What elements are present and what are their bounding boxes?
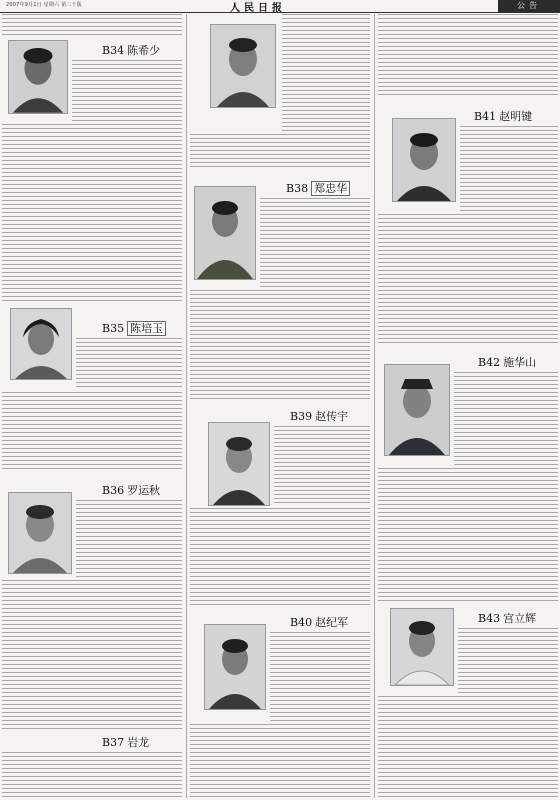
article-text bbox=[460, 126, 558, 212]
article-text bbox=[274, 426, 370, 506]
article-text bbox=[2, 14, 182, 36]
entry-label bbox=[102, 320, 166, 336]
article-text bbox=[2, 124, 182, 304]
person-icon bbox=[385, 365, 449, 455]
entry-code: B38 bbox=[286, 182, 309, 195]
article-text bbox=[458, 628, 558, 694]
entry-code: B42 bbox=[478, 356, 501, 369]
article-text bbox=[2, 580, 182, 730]
entry-b41 bbox=[378, 100, 558, 212]
entry-b40 bbox=[190, 612, 370, 722]
entry-label bbox=[286, 180, 350, 196]
page-header bbox=[0, 0, 560, 13]
article-text bbox=[190, 134, 370, 170]
entry-code: B35 bbox=[102, 322, 125, 335]
portrait-photo bbox=[10, 308, 72, 380]
person-icon bbox=[195, 187, 255, 279]
article-text bbox=[190, 724, 370, 798]
person-icon bbox=[11, 309, 71, 379]
article-text bbox=[72, 60, 182, 122]
person-icon bbox=[211, 25, 275, 107]
article-text bbox=[76, 500, 182, 578]
article-text bbox=[454, 372, 558, 466]
article-text bbox=[378, 14, 558, 98]
portrait-photo bbox=[8, 40, 68, 114]
entry-code: B39 bbox=[290, 410, 313, 423]
entry-code: B43 bbox=[478, 612, 501, 625]
entry-unlabeled bbox=[190, 14, 370, 132]
entry-label bbox=[290, 408, 348, 424]
article-text bbox=[190, 508, 370, 608]
entry-label bbox=[474, 108, 532, 124]
entry-b36 bbox=[2, 478, 182, 578]
header-date: 2007年9月1日 星期六 第二十版 bbox=[6, 2, 82, 8]
article-text bbox=[2, 752, 182, 798]
person-icon bbox=[391, 609, 453, 685]
column-rule bbox=[186, 14, 187, 798]
article-text bbox=[2, 392, 182, 472]
article-text bbox=[270, 632, 370, 722]
entry-b39 bbox=[190, 404, 370, 506]
article-text bbox=[378, 696, 558, 798]
portrait-photo bbox=[204, 624, 266, 710]
entry-b35 bbox=[2, 308, 182, 390]
entry-name: 郑忠华 bbox=[311, 181, 350, 196]
entry-name: 施华山 bbox=[503, 356, 537, 369]
column-right bbox=[378, 14, 558, 798]
entry-label bbox=[102, 734, 149, 750]
entry-b37 bbox=[2, 732, 182, 750]
entry-b38 bbox=[190, 174, 370, 288]
entry-code: B37 bbox=[102, 736, 125, 749]
entry-label bbox=[102, 42, 160, 58]
entry-code: B36 bbox=[102, 484, 125, 497]
entry-b34 bbox=[2, 38, 182, 122]
portrait-photo bbox=[8, 492, 72, 574]
article-text bbox=[378, 468, 558, 604]
entry-name: 赵明键 bbox=[499, 110, 533, 123]
article-text bbox=[76, 338, 182, 390]
masthead: 人民日报 bbox=[230, 3, 286, 14]
article-text bbox=[260, 198, 370, 288]
entry-label bbox=[290, 614, 348, 630]
entry-name: 赵传宇 bbox=[315, 410, 349, 423]
portrait-photo bbox=[384, 364, 450, 456]
entry-name: 岩龙 bbox=[127, 736, 150, 749]
portrait-photo bbox=[208, 422, 270, 506]
entry-label bbox=[478, 610, 536, 626]
entry-code: B41 bbox=[474, 110, 497, 123]
entry-code: B40 bbox=[290, 616, 313, 629]
entry-label bbox=[478, 354, 536, 370]
entry-name: 陈希少 bbox=[127, 44, 161, 57]
article-text bbox=[190, 290, 370, 402]
person-icon bbox=[9, 493, 71, 573]
entry-code: B34 bbox=[102, 44, 125, 57]
section-label: 公告 bbox=[498, 0, 560, 12]
entry-name: 罗运秋 bbox=[127, 484, 161, 497]
portrait-photo bbox=[210, 24, 276, 108]
portrait-photo bbox=[392, 118, 456, 202]
entry-name: 陈培玉 bbox=[127, 321, 166, 336]
column-middle bbox=[190, 14, 370, 798]
article-text bbox=[282, 14, 370, 132]
entry-label bbox=[102, 482, 160, 498]
entry-b43 bbox=[378, 606, 558, 694]
person-icon bbox=[9, 41, 67, 113]
person-icon bbox=[209, 423, 269, 505]
person-icon bbox=[205, 625, 265, 709]
column-rule bbox=[374, 14, 375, 798]
portrait-photo bbox=[390, 608, 454, 686]
column-left bbox=[2, 14, 182, 798]
person-icon bbox=[393, 119, 455, 201]
portrait-photo bbox=[194, 186, 256, 280]
entry-name: 赵纪军 bbox=[315, 616, 349, 629]
article-text bbox=[378, 214, 558, 344]
entry-b42 bbox=[378, 348, 558, 466]
entry-name: 宫立辉 bbox=[503, 612, 537, 625]
